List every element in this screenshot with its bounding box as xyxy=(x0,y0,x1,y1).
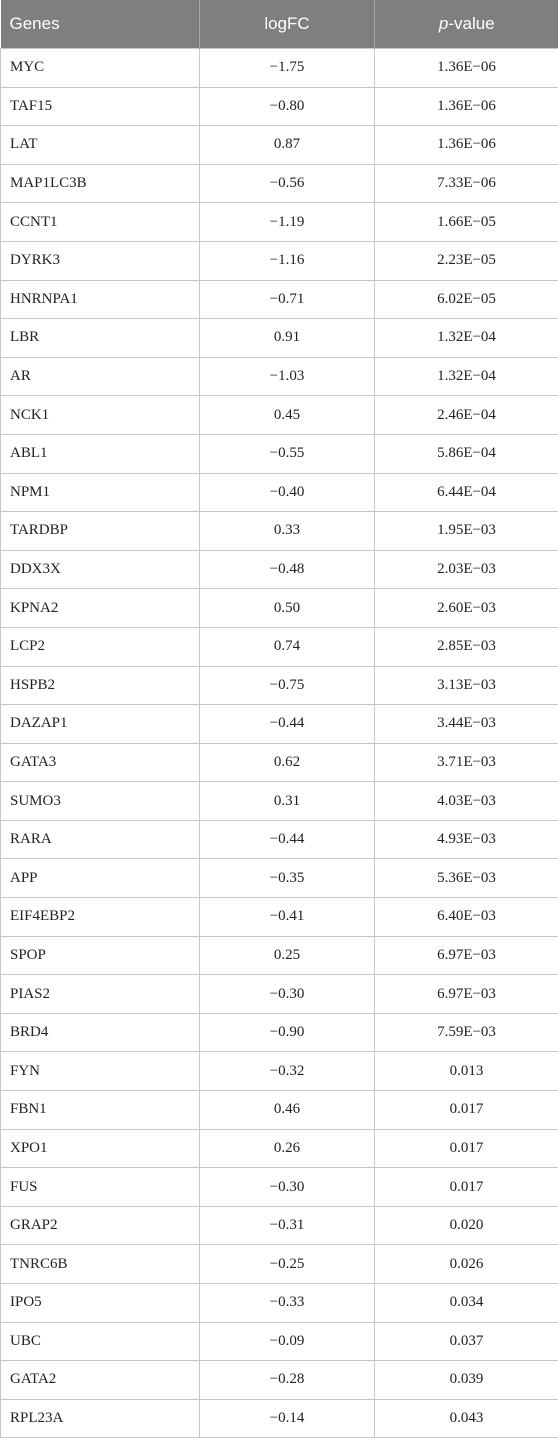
genes-column-header: Genes xyxy=(1,0,200,49)
gene-cell: MYC xyxy=(1,49,200,88)
gene-cell: CCNT1 xyxy=(1,203,200,242)
logfc-cell: −0.25 xyxy=(200,1245,375,1284)
gene-cell: BRD4 xyxy=(1,1013,200,1052)
pvalue-cell: 1.32E−04 xyxy=(375,357,558,396)
logfc-cell: −0.30 xyxy=(200,1168,375,1207)
gene-cell: HSPB2 xyxy=(1,666,200,705)
pvalue-cell: 6.44E−04 xyxy=(375,473,558,512)
logfc-cell: −1.19 xyxy=(200,203,375,242)
logfc-cell: −0.41 xyxy=(200,898,375,937)
pvalue-cell: 3.71E−03 xyxy=(375,743,558,782)
gene-cell: TNRC6B xyxy=(1,1245,200,1284)
pvalue-cell: 2.03E−03 xyxy=(375,550,558,589)
gene-cell: GRAP2 xyxy=(1,1206,200,1245)
gene-cell: RPL23A xyxy=(1,1399,200,1438)
pvalue-cell: 6.97E−03 xyxy=(375,975,558,1014)
pvalue-cell: 0.039 xyxy=(375,1361,558,1400)
table-row xyxy=(1,1091,558,1130)
logfc-cell: −0.31 xyxy=(200,1206,375,1245)
logfc-cell: −0.80 xyxy=(200,87,375,126)
logfc-cell: −0.40 xyxy=(200,473,375,512)
logfc-cell: −0.30 xyxy=(200,975,375,1014)
gene-cell: GATA3 xyxy=(1,743,200,782)
gene-cell: ABL1 xyxy=(1,434,200,473)
logfc-cell: −0.33 xyxy=(200,1284,375,1323)
gene-cell: NCK1 xyxy=(1,396,200,435)
gene-cell: SUMO3 xyxy=(1,782,200,821)
pvalue-cell: 4.03E−03 xyxy=(375,782,558,821)
gene-cell: LAT xyxy=(1,126,200,165)
pvalue-header-rest: -value xyxy=(448,14,495,33)
gene-cell: EIF4EBP2 xyxy=(1,898,200,937)
pvalue-column-header xyxy=(375,0,558,49)
pvalue-cell: 6.97E−03 xyxy=(375,936,558,975)
table-row xyxy=(1,1361,558,1400)
pvalue-cell: 7.33E−06 xyxy=(375,164,558,203)
logfc-cell: 0.31 xyxy=(200,782,375,821)
gene-cell: IPO5 xyxy=(1,1284,200,1323)
table-row xyxy=(1,743,558,782)
logfc-cell: −0.44 xyxy=(200,820,375,859)
table-row xyxy=(1,705,558,744)
table-row xyxy=(1,975,558,1014)
table-row xyxy=(1,319,558,358)
logfc-cell: 0.50 xyxy=(200,589,375,628)
table-row xyxy=(1,512,558,551)
logfc-cell: 0.87 xyxy=(200,126,375,165)
gene-cell: DDX3X xyxy=(1,550,200,589)
pvalue-cell: 1.66E−05 xyxy=(375,203,558,242)
gene-cell: HNRNPA1 xyxy=(1,280,200,319)
table-row xyxy=(1,936,558,975)
logfc-cell: −0.71 xyxy=(200,280,375,319)
pvalue-header-italic: p xyxy=(438,14,449,33)
gene-cell: DAZAP1 xyxy=(1,705,200,744)
gene-cell: RARA xyxy=(1,820,200,859)
table-row xyxy=(1,434,558,473)
pvalue-cell: 0.013 xyxy=(375,1052,558,1091)
logfc-cell: 0.33 xyxy=(200,512,375,551)
gene-cell: LBR xyxy=(1,319,200,358)
table-row xyxy=(1,396,558,435)
logfc-cell: −1.75 xyxy=(200,49,375,88)
pvalue-cell: 6.02E−05 xyxy=(375,280,558,319)
table-row xyxy=(1,1245,558,1284)
pvalue-cell: 1.32E−04 xyxy=(375,319,558,358)
pvalue-cell: 0.017 xyxy=(375,1091,558,1130)
pvalue-cell: 0.034 xyxy=(375,1284,558,1323)
table-row xyxy=(1,473,558,512)
logfc-cell: −0.44 xyxy=(200,705,375,744)
logfc-cell: −1.03 xyxy=(200,357,375,396)
gene-cell: TARDBP xyxy=(1,512,200,551)
gene-cell: FUS xyxy=(1,1168,200,1207)
logfc-cell: −0.35 xyxy=(200,859,375,898)
gene-cell: MAP1LC3B xyxy=(1,164,200,203)
logfc-cell: −0.56 xyxy=(200,164,375,203)
pvalue-cell: 3.13E−03 xyxy=(375,666,558,705)
table-row xyxy=(1,666,558,705)
logfc-cell: −0.75 xyxy=(200,666,375,705)
pvalue-cell: 0.020 xyxy=(375,1206,558,1245)
logfc-cell: 0.45 xyxy=(200,396,375,435)
gene-cell: GATA2 xyxy=(1,1361,200,1400)
pvalue-cell: 2.85E−03 xyxy=(375,627,558,666)
logfc-cell: 0.91 xyxy=(200,319,375,358)
logfc-cell: −0.48 xyxy=(200,550,375,589)
pvalue-cell: 1.36E−06 xyxy=(375,87,558,126)
pvalue-cell: 0.043 xyxy=(375,1399,558,1438)
logfc-cell: −0.55 xyxy=(200,434,375,473)
table-row xyxy=(1,1052,558,1091)
table-row xyxy=(1,1013,558,1052)
table-row xyxy=(1,164,558,203)
table-row xyxy=(1,820,558,859)
table-row xyxy=(1,627,558,666)
pvalue-cell: 3.44E−03 xyxy=(375,705,558,744)
table-row xyxy=(1,1129,558,1168)
logfc-cell: −0.32 xyxy=(200,1052,375,1091)
pvalue-cell: 2.23E−05 xyxy=(375,241,558,280)
pvalue-cell: 2.46E−04 xyxy=(375,396,558,435)
logfc-cell: 0.26 xyxy=(200,1129,375,1168)
table-row xyxy=(1,126,558,165)
pvalue-cell: 4.93E−03 xyxy=(375,820,558,859)
table-body xyxy=(1,49,558,1438)
pvalue-cell: 5.36E−03 xyxy=(375,859,558,898)
gene-cell: PIAS2 xyxy=(1,975,200,1014)
table-row xyxy=(1,241,558,280)
pvalue-cell: 7.59E−03 xyxy=(375,1013,558,1052)
table-row xyxy=(1,589,558,628)
gene-cell: XPO1 xyxy=(1,1129,200,1168)
table-row xyxy=(1,859,558,898)
header-row xyxy=(1,0,558,49)
gene-cell: UBC xyxy=(1,1322,200,1361)
gene-cell: TAF15 xyxy=(1,87,200,126)
table-row xyxy=(1,1284,558,1323)
logfc-cell: −0.90 xyxy=(200,1013,375,1052)
gene-cell: LCP2 xyxy=(1,627,200,666)
logfc-cell: 0.62 xyxy=(200,743,375,782)
gene-cell: FBN1 xyxy=(1,1091,200,1130)
logfc-column-header: logFC xyxy=(200,0,375,49)
pvalue-cell: 0.026 xyxy=(375,1245,558,1284)
gene-cell: APP xyxy=(1,859,200,898)
logfc-cell: −0.28 xyxy=(200,1361,375,1400)
pvalue-cell: 1.95E−03 xyxy=(375,512,558,551)
table-row xyxy=(1,1206,558,1245)
table-row xyxy=(1,782,558,821)
logfc-cell: −0.14 xyxy=(200,1399,375,1438)
pvalue-cell: 1.36E−06 xyxy=(375,126,558,165)
pvalue-cell: 5.86E−04 xyxy=(375,434,558,473)
table-row xyxy=(1,1322,558,1361)
logfc-cell: −0.09 xyxy=(200,1322,375,1361)
logfc-cell: 0.46 xyxy=(200,1091,375,1130)
pvalue-cell: 0.037 xyxy=(375,1322,558,1361)
gene-cell: KPNA2 xyxy=(1,589,200,628)
gene-cell: FYN xyxy=(1,1052,200,1091)
table-row xyxy=(1,1168,558,1207)
table-row xyxy=(1,357,558,396)
table-header xyxy=(1,0,558,49)
pvalue-cell: 0.017 xyxy=(375,1129,558,1168)
logfc-cell: 0.74 xyxy=(200,627,375,666)
table-row xyxy=(1,550,558,589)
gene-cell: SPOP xyxy=(1,936,200,975)
gene-cell: AR xyxy=(1,357,200,396)
logfc-cell: −1.16 xyxy=(200,241,375,280)
pvalue-cell: 1.36E−06 xyxy=(375,49,558,88)
table-row xyxy=(1,49,558,88)
pvalue-cell: 2.60E−03 xyxy=(375,589,558,628)
logfc-cell: 0.25 xyxy=(200,936,375,975)
pvalue-cell: 6.40E−03 xyxy=(375,898,558,937)
table-row xyxy=(1,1399,558,1438)
table-row xyxy=(1,280,558,319)
table-row xyxy=(1,898,558,937)
table-row xyxy=(1,87,558,126)
pvalue-cell: 0.017 xyxy=(375,1168,558,1207)
gene-cell: NPM1 xyxy=(1,473,200,512)
table-row xyxy=(1,203,558,242)
gene-cell: DYRK3 xyxy=(1,241,200,280)
